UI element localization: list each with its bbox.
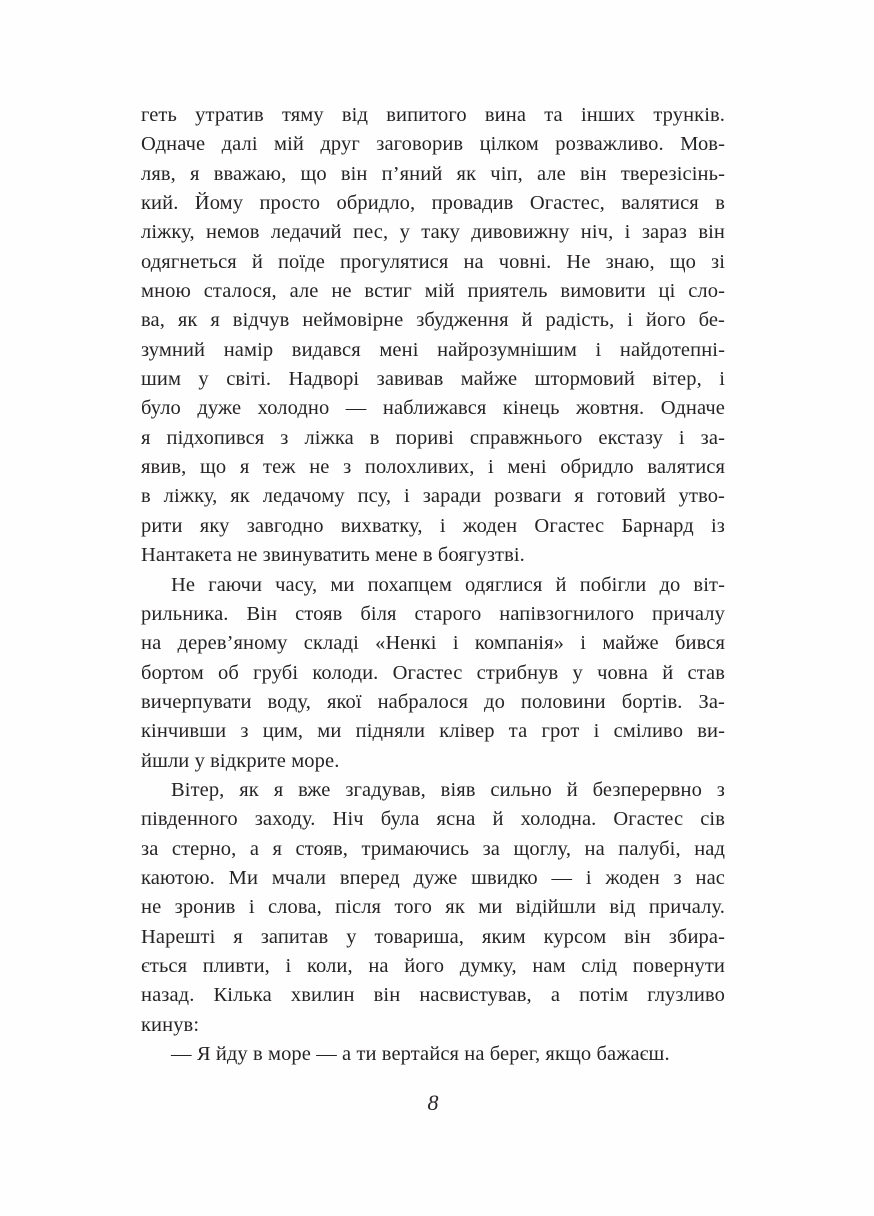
text-line: ється пливти, і коли, на його думку, нам слід повернути [141, 954, 725, 977]
text-line: йшли у відкрите море. [141, 749, 340, 772]
text-line: бортом об грубі колоди. Огастес стрибнув у човна й став [141, 661, 725, 684]
text-line: кінчивши з цим, ми підняли клівер та грот і сміливо ви- [141, 720, 725, 743]
text-line: каютою. Ми мчали вперед дуже швидко — і жоден з нас [141, 866, 725, 889]
text-line: не зронив і слова, після того як ми відійшли від причалу. [141, 896, 725, 919]
text-line: ва, як я відчув неймовірне збудження й радість, і його бе- [141, 309, 725, 332]
text-line: назад. Кілька хвилин він насвистував, а потім глузливо [141, 984, 725, 1007]
paragraph [141, 101, 725, 571]
text-line: вичерпувати воду, якої набралося до половини бортів. За- [141, 690, 725, 713]
text-column [141, 101, 725, 1069]
text-line: геть утратив тяму від випитого вина та інших трунків. [141, 104, 725, 126]
text-line: ліжку, немов ледачий пес, у таку дивовижну ніч, і зараз він [141, 221, 725, 244]
text-line: я підхопився з ліжка в пориві справжнього екстазу і за- [141, 426, 725, 449]
text-line: Нантакета не звинуватить мене в боягузтві. [141, 544, 525, 567]
text-line: рильника. Він стояв біля старого напівзогнилого причалу [141, 602, 725, 625]
text-line: одягнеться й поїде прогулятися на човні. Не знаю, що зі [141, 250, 725, 273]
paragraph [141, 571, 725, 776]
text-line: було дуже холодно — наближався кінець жовтня. Одначе [141, 397, 725, 420]
paragraph [141, 776, 725, 1040]
text-line: південного заходу. Ніч була ясна й холодна. Огастес сів [141, 808, 725, 831]
text-line: зумний намір видався мені найрозумнішим і найдотепні- [141, 338, 725, 361]
text-line: — Я йду в море — а ти вертайся на берег, якщо бажаєш. [171, 1043, 670, 1065]
text-line: явив, що я теж не з полохливих, і мені обридло валятися [141, 456, 725, 479]
text-line: Одначе далі мій друг заговорив цілком розважливо. Мов- [141, 133, 725, 156]
page-number: 8 [427, 1090, 439, 1115]
text-line: Вітер, як я вже згадував, віяв сильно й безперервно з [171, 778, 725, 801]
text-line: кий. Йому просто обридло, провадив Огастес, валятися в [141, 192, 725, 215]
text-line: рити яку завгодно вихватку, і жоден Огастес Барнард із [141, 514, 725, 537]
text-line: шим у світі. Надворі завивав майже штормовий вітер, і [141, 368, 725, 391]
text-line: мною сталося, але не встиг мій приятель вимовити ці сло- [141, 280, 725, 303]
paragraph [141, 1040, 725, 1069]
text-line: на дерев’яному складі «Ненкі і компанія» і майже бився [141, 632, 725, 655]
text-line: Не гаючи часу, ми похапцем одяглися й побігли до віт- [171, 573, 725, 596]
text-line: ляв, я вважаю, що він п’яний як чіп, але він тверезісінь- [141, 162, 725, 185]
text-line: в ліжку, як ледачому псу, і заради розваги я готовий утво- [141, 485, 725, 508]
text-line: Нарешті я запитав у товариша, яким курсом він збира- [141, 925, 725, 948]
text-line: кинув: [141, 1013, 200, 1036]
text-line: за стерно, а я стояв, тримаючись за щоглу, на палубі, над [141, 837, 725, 860]
